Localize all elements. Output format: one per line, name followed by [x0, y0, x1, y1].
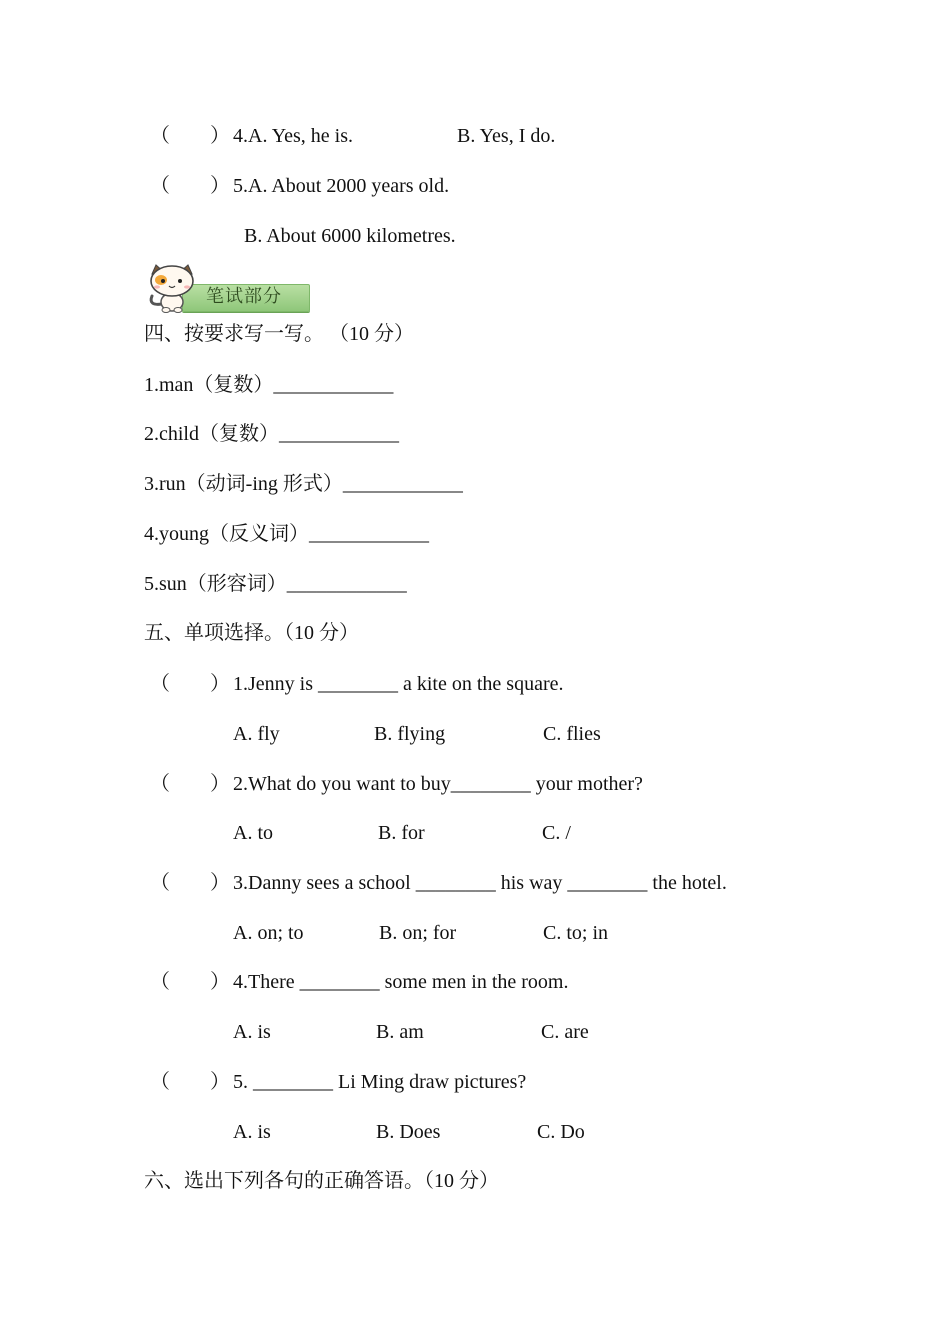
answer-paren[interactable]: （ ） — [150, 971, 230, 993]
choice-a: A. fly — [233, 723, 280, 745]
question-option-b: B. About 6000 kilometres. — [244, 225, 456, 247]
choice-a: A. on; to — [233, 922, 304, 944]
question-stem: 2.What do you want to buy________ your mother? — [233, 773, 643, 795]
written-section-badge — [142, 264, 312, 314]
choice-c: C. to; in — [543, 922, 609, 944]
badge-label: 笔试部分 — [206, 286, 282, 307]
choice-a: A. to — [233, 822, 273, 844]
answer-paren[interactable]: （ ） — [150, 125, 230, 147]
choice-a: A. is — [233, 1121, 271, 1143]
answer-paren[interactable]: （ ） — [150, 1071, 230, 1093]
answer-paren[interactable]: （ ） — [150, 673, 230, 695]
choice-c: C. / — [542, 822, 571, 844]
answer-paren[interactable]: （ ） — [150, 175, 230, 197]
fill-item: 5.sun（形容词）____________ — [144, 573, 407, 595]
choice-c: C. flies — [543, 723, 601, 745]
question-stem: 1.Jenny is ________ a kite on the square. — [233, 673, 564, 695]
answer-paren[interactable]: （ ） — [150, 872, 230, 894]
fill-item: 2.child（复数）____________ — [144, 423, 399, 445]
question-option-a: 5.A. About 2000 years old. — [233, 175, 450, 197]
question-stem: 3.Danny sees a school ________ his way ________ the hotel. — [233, 872, 727, 894]
section-4-title: 四、按要求写一写。 （10 分） — [144, 323, 414, 345]
choice-b: B. Does — [376, 1121, 441, 1143]
question-stem: 5. ________ Li Ming draw pictures? — [233, 1071, 527, 1093]
choice-b: B. on; for — [379, 922, 457, 944]
question-option-a: 4.A. Yes, he is. — [233, 125, 354, 147]
cartoon-cat-icon — [142, 264, 200, 314]
answer-paren[interactable]: （ ） — [150, 773, 230, 795]
choice-c: C. are — [541, 1021, 589, 1043]
fill-item: 1.man（复数）____________ — [144, 374, 394, 396]
section-5-title: 五、单项选择。（10 分） — [144, 622, 359, 644]
choice-b: B. flying — [374, 723, 446, 745]
fill-item: 4.young（反义词）____________ — [144, 523, 429, 545]
choice-b: B. am — [376, 1021, 424, 1043]
fill-item: 3.run（动词-ing 形式）____________ — [144, 473, 463, 495]
choice-b: B. for — [378, 822, 425, 844]
choice-a: A. is — [233, 1021, 271, 1043]
section-6-title: 六、选出下列各句的正确答语。（10 分） — [144, 1170, 499, 1192]
question-stem: 4.There ________ some men in the room. — [233, 971, 569, 993]
question-option-b: B. Yes, I do. — [457, 125, 556, 147]
choice-c: C. Do — [537, 1121, 585, 1143]
